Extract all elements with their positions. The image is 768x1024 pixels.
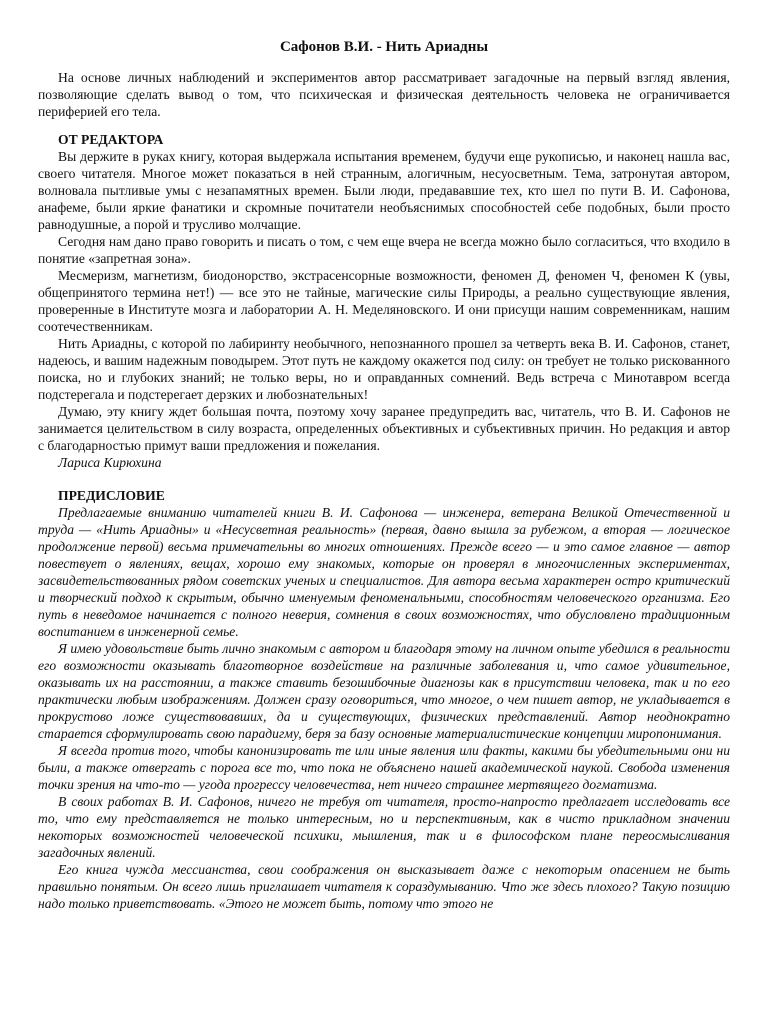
preface-paragraph: Я имею удовольствие быть лично знакомым с автором и благодаря этому на личном опыте убедился в реальности его возможности оказывать благотворное воздействие на различные заболевания и, что самое удивительное, оказывать их на расстоянии, а также ставить безошибочные диагнозы как в присутствии человека, так и по его практически любым изображениям. Должен сразу оговориться, что многое, о чем пишет автор, не укладывается в прокрустово ложе существовавших, да и существующих, физических представлений. Автор неоднократно старается сформулировать свою парадигму, беря за базу основные материалистические концепции миропонимания. (38, 641, 730, 741)
editor-paragraph: Сегодня нам дано право говорить и писать о том, с чем еще вчера не всегда можно было согласиться, что входило в понятие «запретная зона». (38, 234, 730, 266)
preface-paragraph: Его книга чужда мессианства, свои соображения он высказывает даже с некоторым опасением не быть правильно понятым. Он всего лишь приглашает читателя к сораздумыванию. Что же здесь плохого? Такую позицию надо только приветствовать. «Этого не может быть, потому что этого не (38, 862, 730, 911)
preface-section (38, 487, 730, 912)
editor-signature: Лариса Кирюхина (58, 455, 162, 470)
abstract-paragraph: На основе личных наблюдений и экспериментов автор рассматривает загадочные на первый взгляд явления, позволяющие сделать вывод о том, что психическая и физическая деятельность человека не ограничивается периферией его тела. (38, 70, 730, 119)
preface-paragraph: Я всегда против того, чтобы канонизировать те или иные явления или факты, какими бы убедительными они ни были, а также отвергать с порога все то, что пока не объяснено нашей академической наукой. Свобода изменения точки зрения на что-то — угода прогрессу человечества, нет ничего страшнее мертвящего догматизма. (38, 743, 730, 792)
document-title: Сафонов В.И. - Нить Ариадны (279, 39, 489, 55)
preface-paragraph: Предлагаемые вниманию читателей книги В. И. Сафонова — инженера, ветерана Великой Отечественной и труда — «Нить Ариадны» и «Несусветная реальность» (первая, давно вышла за рубежом, а вторая — логическое продолжение первой) весьма примечательны во многих отношениях. Прежде всего — и это самое главное — автор повествует о явлениях, вещах, хорошо ему знакомых, которые он проверял в многочисленных экспериментах, засвидетельствованных рядом советских ученых и специалистов. Для автора весьма характерен остро критический и творческий подход к скрытым, обычно именуемым феноменальными, способностям человеческого организма. Его путь в неведомое начинается с полного неверия, сомнения в своих возможностях, что обусловлено традиционным воспитанием в инженерной семье. (38, 505, 730, 639)
preface-heading: ПРЕДИСЛОВИЕ (58, 488, 165, 503)
editor-section (38, 131, 730, 471)
editor-paragraph: Месмеризм, магнетизм, биодонорство, экстрасенсорные возможности, феномен Д, феномен Ч, феномен К (увы, общепринятого термина нет!) — все это не тайные, магические силы Природы, а реально существующие явления, проверенные в Институте мозга и лаборатории А. Н. Меделяновского. И они присущи нашим современникам, нашим соотечественникам. (38, 268, 730, 334)
editor-paragraph: Нить Ариадны, с которой по лабиринту необычного, непознанного прошел за четверть века В. И. Сафонов, станет, надеюсь, и вашим надежным поводырем. Этот путь не каждому окажется под силу: он требует не только рискованного поиска, но и глубоких знаний; не только веры, но и оправданных сомнений. Ведь встреча с Минотавром всегда подстерегала и подстерегает дерзких и любознательных! (38, 336, 730, 402)
preface-paragraph: В своих работах В. И. Сафонов, ничего не требуя от читателя, просто-напросто предлагает исследовать все то, что ему представляется не только интересным, но и перспективным, как в чисто прикладном значении некоторых возможностей человеческой психики, мышления, так и в философском плане переосмысливания загадочных явлений. (38, 794, 730, 860)
editor-heading: ОТ РЕДАКТОРА (58, 132, 164, 147)
editor-paragraph: Думаю, эту книгу ждет большая почта, поэтому хочу заранее предупредить вас, читатель, что В. И. Сафонов не занимается целительством в силу возраста, определенных объективных и субъективных причин. Но редакция и автор с благодарностью примут ваши предложения и пожелания. (38, 404, 730, 453)
editor-paragraph: Вы держите в руках книгу, которая выдержала испытания временем, будучи еще рукописью, и наконец нашла вас, своего читателя. Многое может показаться в ней странным, алогичным, несуосветным. Тема, затронутая автором, волновала пытливые умы с незапамятных времен. Были люди, предававшие тех, кто шел по пути В. И. Сафонова, анафеме, были яркие фанатики и скромные почитатели необъяснимых способностей себе подобных, были просто равнодушные, а порой и трусливо молчащие. (38, 149, 730, 232)
